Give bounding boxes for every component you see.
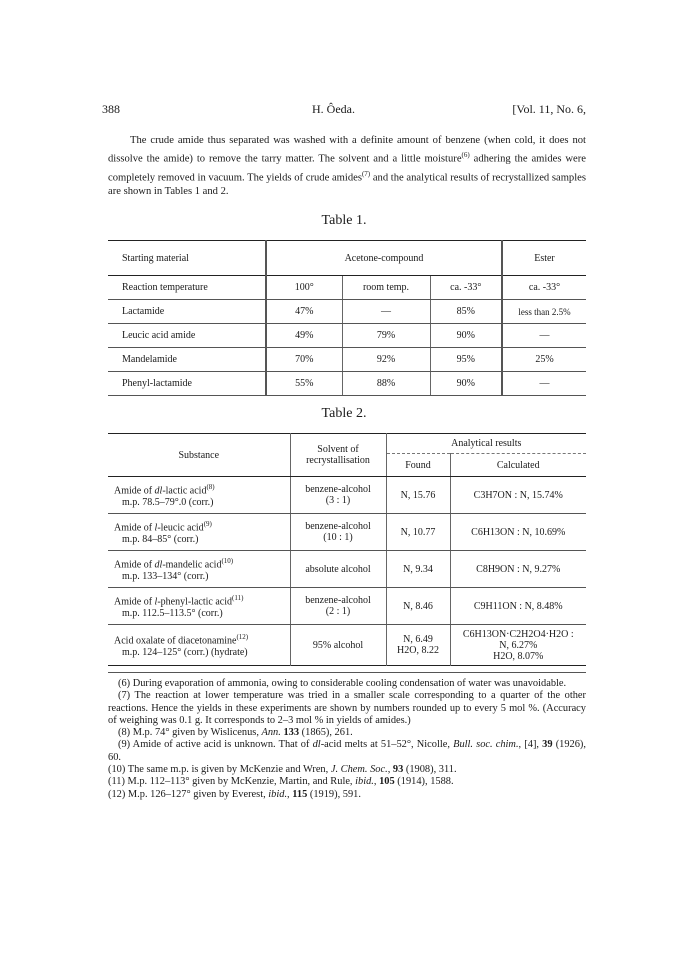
table1-caption: Table 1. xyxy=(321,213,367,228)
table-row xyxy=(108,372,586,396)
footnote-text: (1926), 60. xyxy=(108,739,586,763)
solvent-ratio: (3 : 1) xyxy=(325,495,351,506)
substance-suffix: -mandelic acid xyxy=(162,559,222,571)
substance-italic: dl xyxy=(154,559,163,571)
calc-line2: N, 6.27% xyxy=(499,639,538,651)
found-line2: H2O, 8.22 xyxy=(397,645,439,656)
table1-cell: — xyxy=(502,372,586,396)
intro-paragraph xyxy=(108,134,586,199)
footnote-7: (7) The reaction at lower temperature was tried in a smaller scale corresponding to a quarter of the other reactions. Hence the yields in these experiments are shown by numbers rounded up to every 5 mol %. (Accuracy of weighing was 0.1 g. It corresponds to 2–3 mol % in yields of amides.) xyxy=(108,690,586,726)
substance-name xyxy=(114,556,285,570)
table1-cell: 49% xyxy=(266,324,342,348)
calc-line1: C6H13ON·C2H2O4·H2O : xyxy=(462,628,574,640)
table2-header-solvent-line2: recrystallisation xyxy=(306,455,370,466)
table-row xyxy=(108,551,586,588)
table2-found: N, 8.46 xyxy=(386,588,450,625)
footnote-ref-6: (6) xyxy=(461,151,470,159)
table1-cell: — xyxy=(502,324,586,348)
table2-caption: Table 2. xyxy=(321,406,367,421)
solvent-name: absolute alcohol xyxy=(305,563,371,575)
footnote-divider xyxy=(108,672,586,673)
journal-name: ibid. xyxy=(355,776,374,788)
footnotes xyxy=(108,678,586,801)
intro-text-3: and the analytical results of recrystallized samples are shown in Tables 1 and 2. xyxy=(108,172,587,198)
footnote-text: , [4], xyxy=(518,739,543,751)
table1-cell: 88% xyxy=(342,372,430,396)
table2-header-found: Found xyxy=(386,454,450,477)
footnote-ref: (12) xyxy=(236,633,249,642)
table2-header-solvent-line1: Solvent of xyxy=(317,444,359,455)
footnote-text: -acid melts at 51–52°, Nicolle, xyxy=(320,739,454,751)
table2-solvent: 95% alcohol xyxy=(290,625,386,666)
substance-mp: m.p. 112.5–113.5° (corr.) xyxy=(122,607,223,619)
page-header xyxy=(102,102,586,118)
found-line1: N, 6.49 xyxy=(403,634,433,645)
table2-solvent xyxy=(290,514,386,551)
footnote-italic: dl xyxy=(312,739,321,751)
table-row xyxy=(108,300,586,324)
footnote-ref: (10) xyxy=(221,557,234,566)
footnote-9 xyxy=(108,739,586,764)
table2-header-row xyxy=(108,434,586,454)
table1-cell: 92% xyxy=(342,348,430,372)
footnote-ref: (8) xyxy=(206,483,215,492)
substance-suffix: -lactic acid xyxy=(162,485,207,497)
table1-header-acetone: Acetone-compound xyxy=(266,241,502,276)
table-row xyxy=(108,588,586,625)
table-row xyxy=(108,514,586,551)
table2-found: N, 15.76 xyxy=(386,477,450,514)
table1-row-name: Leucic acid amide xyxy=(108,324,266,348)
table-row xyxy=(108,625,586,666)
footnote-text: (11) M.p. 112–113° given by McKenzie, Martin, and Rule, xyxy=(108,776,356,788)
table1-row-name: Phenyl-lactamide xyxy=(108,372,266,396)
table1-cell: 25% xyxy=(502,348,586,372)
table2 xyxy=(108,433,586,666)
solvent-name: benzene-alcohol xyxy=(305,484,371,495)
table2-header-calculated: Calculated xyxy=(450,454,586,477)
table1-reaction-row xyxy=(108,276,586,300)
table1 xyxy=(108,240,586,396)
substance-italic: l xyxy=(154,522,158,534)
table1-header-row xyxy=(108,241,586,276)
substance-suffix: -leucic acid xyxy=(157,522,204,534)
table2-calculated: C9H11ON : N, 8.48% xyxy=(450,588,586,625)
page-number: 388 xyxy=(102,102,120,116)
footnote-text: (12) M.p. 126–127° given by Everest, xyxy=(108,788,269,800)
table1-reaction-t1: 100° xyxy=(266,276,342,300)
footnote-text: (1865), 261. xyxy=(299,727,353,739)
journal-volume: 105 xyxy=(379,776,395,788)
table1-reaction-t2: room temp. xyxy=(342,276,430,300)
journal-volume: 39 xyxy=(542,739,553,751)
substance-prefix: Amide of xyxy=(114,485,155,497)
footnote-ref: (11) xyxy=(232,594,244,603)
footnote-text: , xyxy=(373,776,380,788)
footnote-ref-7: (7) xyxy=(361,169,371,178)
solvent-ratio: (10 : 1) xyxy=(323,532,353,543)
substance-italic: dl xyxy=(154,485,163,497)
journal-name: Ann. xyxy=(261,727,281,739)
footnote-text: (10) The same m.p. is given by McKenzie and Wren, xyxy=(108,764,331,776)
table1-cell: less than 2.5% xyxy=(502,300,586,324)
substance-name-text: Acid oxalate of diacetonamine xyxy=(114,635,237,647)
table1-cell: 79% xyxy=(342,324,430,348)
table2-substance xyxy=(108,477,290,514)
table2-calculated: C8H9ON : N, 9.27% xyxy=(450,551,586,588)
table2-found: N, 10.77 xyxy=(386,514,450,551)
table-row xyxy=(108,348,586,372)
table2-substance xyxy=(108,625,290,666)
intro-text-1: The crude amide thus separated was washed with a definite amount of benzene (when cold, it does not dissolve the amide) to remove the tarry matter. The solvent and a little moisture xyxy=(108,135,586,165)
footnote-6: (6) During evaporation of ammonia, owing to considerable cooling condensation of water was unavoidable. xyxy=(118,678,567,689)
table1-header-starting-material: Starting material xyxy=(108,241,266,276)
substance-mp: m.p. 133–134° (corr.) xyxy=(122,570,209,582)
table2-solvent xyxy=(290,588,386,625)
footnote-text: (8) M.p. 74° given by Wislicenus, xyxy=(118,727,262,739)
table1-reaction-t4: ca. -33° xyxy=(502,276,586,300)
intro-text-2: adhering the amides were completely removed in vacuum. The yields of crude amides xyxy=(108,153,586,184)
table1-cell: 47% xyxy=(266,300,342,324)
solvent-name: benzene-alcohol xyxy=(305,595,371,606)
substance-name xyxy=(114,593,285,607)
journal-name: J. Chem. Soc. xyxy=(330,764,388,776)
footnote-text: (9) Amide of active acid is unknown. That of xyxy=(118,739,313,751)
table2-substance xyxy=(108,588,290,625)
table-row xyxy=(108,324,586,348)
solvent-ratio: (2 : 1) xyxy=(325,606,351,617)
footnote-text: (1914), 1588. xyxy=(394,776,454,788)
table1-cell: — xyxy=(342,300,430,324)
table1-row-name: Mandelamide xyxy=(108,348,266,372)
footnote-12 xyxy=(108,789,586,801)
journal-name: Bull. soc. chim. xyxy=(453,739,519,751)
table2-calculated: C6H13ON : N, 10.69% xyxy=(450,514,586,551)
table1-cell: 95% xyxy=(430,348,502,372)
volume-info: [Vol. 11, No. 6, xyxy=(512,102,586,116)
table2-substance xyxy=(108,514,290,551)
running-author: H. Ôeda. xyxy=(312,102,355,116)
table1-cell: 90% xyxy=(430,372,502,396)
footnote-text: , xyxy=(387,764,393,776)
solvent-name: benzene-alcohol xyxy=(305,521,371,532)
footnote-text: (1908), 311. xyxy=(403,764,457,776)
table1-cell: 55% xyxy=(266,372,342,396)
footnote-text: , xyxy=(287,788,293,800)
journal-volume: 115 xyxy=(292,788,308,800)
table-row xyxy=(108,477,586,514)
substance-prefix: Amide of xyxy=(114,559,155,571)
table2-header-analytical: Analytical results xyxy=(386,434,586,454)
footnote-ref: (9) xyxy=(203,520,212,529)
table1-cell: 90% xyxy=(430,324,502,348)
substance-mp: m.p. 78.5–79°.0 (corr.) xyxy=(122,496,214,508)
substance-italic: l xyxy=(154,596,158,608)
substance-prefix: Amide of xyxy=(114,522,155,534)
substance-name xyxy=(114,482,285,496)
journal-name: ibid. xyxy=(268,788,288,800)
substance-name xyxy=(114,519,285,533)
table2-calculated: C3H7ON : N, 15.74% xyxy=(450,477,586,514)
table2-header-solvent xyxy=(290,434,386,477)
table2-found: N, 9.34 xyxy=(386,551,450,588)
substance-suffix: -phenyl-lactic acid xyxy=(157,596,233,608)
table2-solvent xyxy=(290,551,386,588)
table1-reaction-t3: ca. -33° xyxy=(430,276,502,300)
table2-found xyxy=(386,625,450,666)
footnote-10 xyxy=(108,764,586,776)
footnote-text: (1919), 591. xyxy=(307,788,361,800)
substance-mp: m.p. 124–125° (corr.) (hydrate) xyxy=(122,646,248,658)
footnote-8 xyxy=(108,727,586,739)
journal-volume: 93 xyxy=(392,764,404,776)
table2-substance xyxy=(108,551,290,588)
table2-header-substance: Substance xyxy=(108,434,290,477)
substance-name xyxy=(114,632,285,646)
table1-cell: 70% xyxy=(266,348,342,372)
journal-volume: 133 xyxy=(283,727,300,739)
table2-calculated xyxy=(450,625,586,666)
substance-mp: m.p. 84–85° (corr.) xyxy=(122,533,199,545)
table1-row-name: Lactamide xyxy=(108,300,266,324)
table1-cell: 85% xyxy=(430,300,502,324)
footnote-11 xyxy=(108,776,586,788)
substance-prefix: Amide of xyxy=(114,596,155,608)
calc-line3: H2O, 8.07% xyxy=(493,650,544,662)
table2-solvent xyxy=(290,477,386,514)
table1-header-ester: Ester xyxy=(502,241,586,276)
table1-reaction-label: Reaction temperature xyxy=(108,276,266,300)
